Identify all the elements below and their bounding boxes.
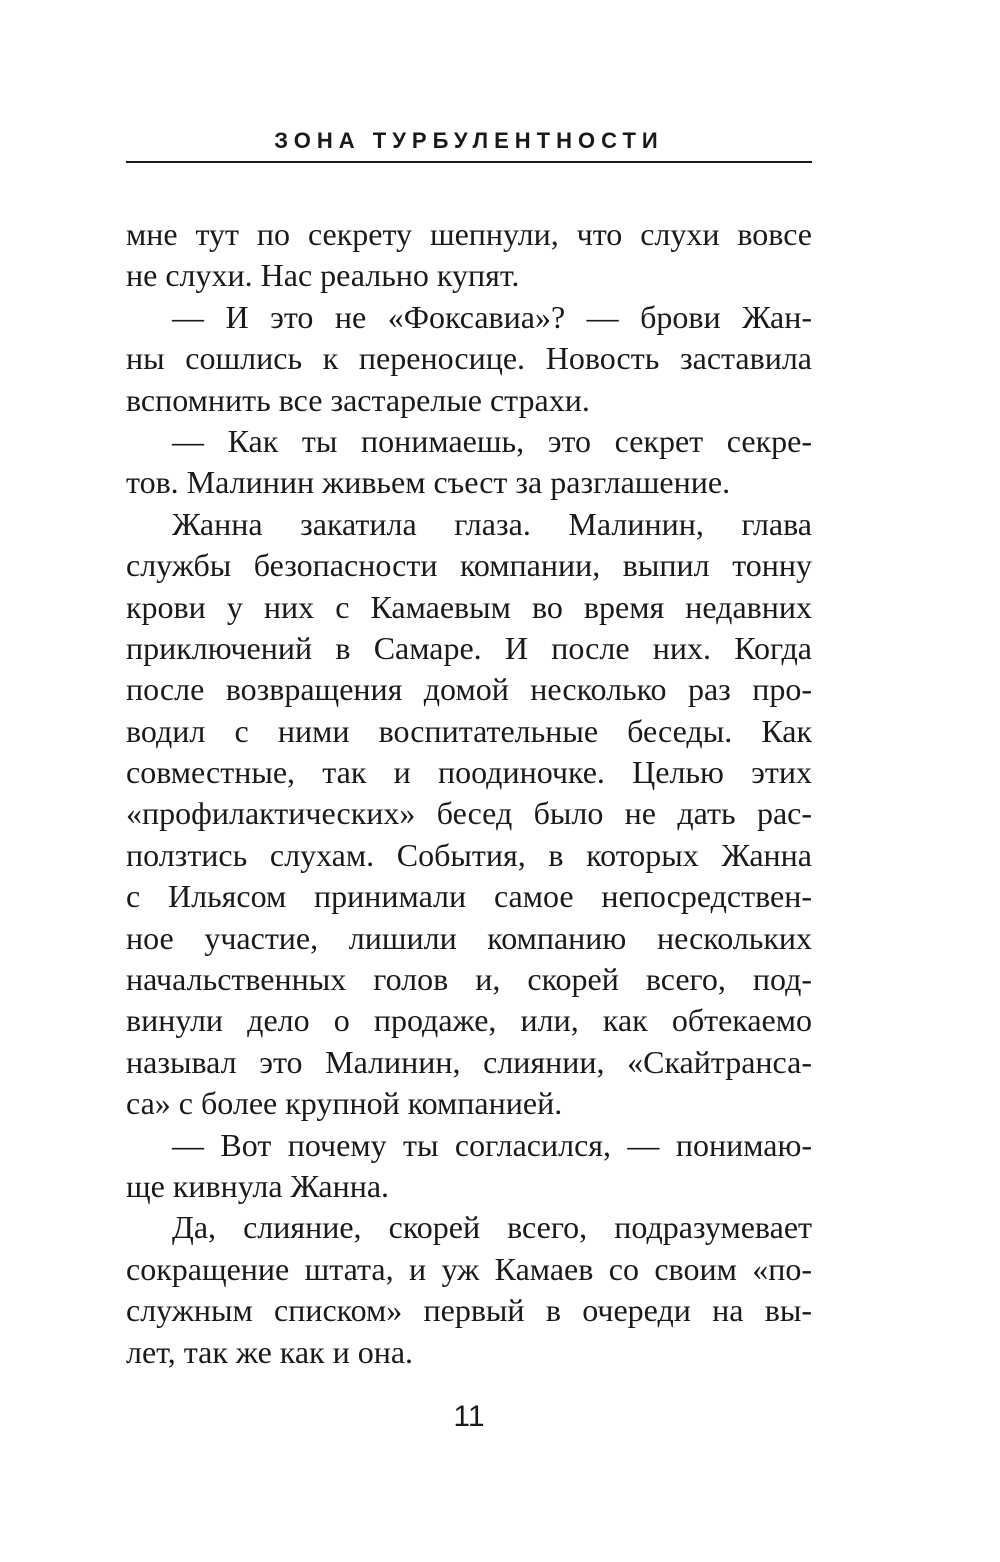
text-line: водил с ними воспитательные беседы. Как (126, 712, 812, 749)
text-line: сокращение штата, и уж Камаев со своим «по- (126, 1250, 812, 1287)
text-line: приключений в Самаре. И после них. Когда (126, 629, 812, 666)
text-line: не слухи. Нас реально купят. (126, 257, 520, 294)
text-line: тов. Малинин живьем съест за разглашение. (126, 464, 731, 501)
text-line: ны сошлись к переносице. Новость заставила (126, 340, 812, 377)
text-line: Да, слияние, скорей всего, подразумевает (172, 1209, 812, 1246)
page-body-text (126, 214, 812, 1373)
header-rule (126, 161, 812, 163)
text-line: мне тут по секрету шепнули, что слухи вовсе (126, 216, 812, 252)
text-line: после возвращения домой несколько раз про- (126, 671, 812, 708)
text-line: с Ильясом принимали самое непосредствен- (126, 878, 812, 915)
text-line: — Как ты понимаешь, это секрет секре- (172, 422, 812, 459)
text-line: службы безопасности компании, выпил тонну (126, 547, 812, 584)
text-line: крови у них с Камаевым во время недавних (126, 588, 812, 625)
text-line: — И это не «Фоксавиа»? — брови Жан- (172, 298, 812, 335)
text-line: ное участие, лишили компанию нескольких (126, 919, 812, 956)
text-line: винули дело о продаже, или, как обтекаемо (126, 1002, 812, 1039)
text-line: — Вот почему ты согласился, — понимаю- (172, 1126, 812, 1163)
text-line: Жанна закатила глаза. Малинин, глава (172, 505, 812, 542)
text-line: ползтись слухам. События, в которых Жанна (126, 836, 812, 873)
text-line: вспомнить все застарелые страхи. (126, 381, 590, 418)
text-line: лет, так же как и она. (126, 1333, 414, 1370)
running-title: ЗОНА ТУРБУЛЕНТНОСТИ (274, 128, 664, 153)
text-line: «профилактических» бесед было не дать рас- (126, 795, 812, 832)
page-number: 11 (453, 1400, 485, 1433)
text-line: начальственных голов и, скорей всего, под- (126, 961, 812, 998)
text-line: служным списком» первый в очереди на вы- (126, 1292, 812, 1329)
text-line: са» с более крупной компанией. (126, 1085, 563, 1122)
text-line: ще кивнула Жанна. (126, 1167, 390, 1204)
text-line: совместные, так и поодиночке. Целью этих (126, 754, 812, 791)
text-line: называл это Малинин, слиянии, «Скайтранса- (126, 1043, 812, 1080)
